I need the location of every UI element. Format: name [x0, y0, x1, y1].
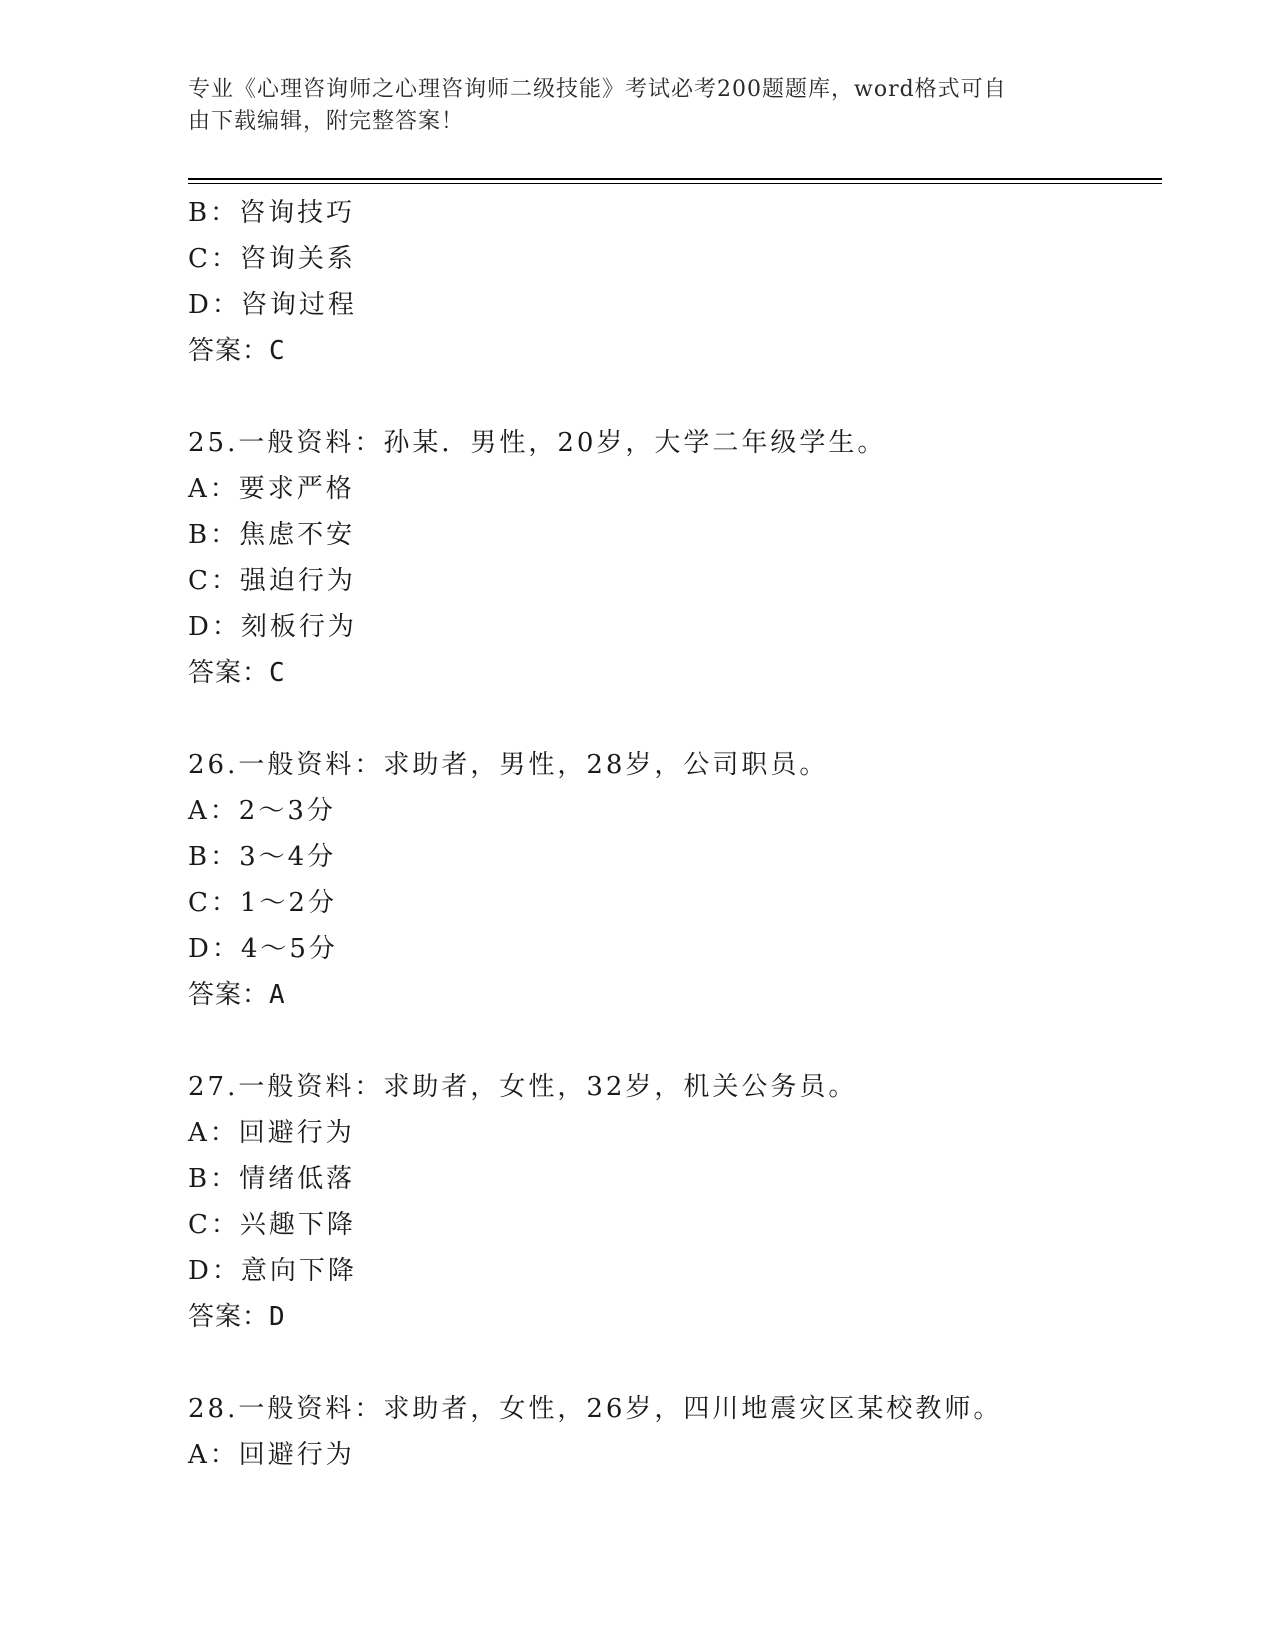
- option-line: B：情绪低落: [188, 1164, 356, 1194]
- question-stem: 25.一般资料：孙某．男性，20岁，大学二年级学生。: [188, 428, 887, 458]
- option-line: C：1～2分: [188, 888, 337, 918]
- spacer: [188, 696, 1162, 742]
- option-line: C：强迫行为: [188, 566, 356, 596]
- question-stem: 27.一般资料：求助者，女性，32岁，机关公务员。: [188, 1072, 858, 1102]
- spacer: [188, 1340, 1162, 1386]
- option-line: A：要求严格: [188, 474, 355, 504]
- spacer: [188, 1018, 1162, 1064]
- spacer: [188, 374, 1162, 420]
- answer-line: 答案：A: [188, 980, 286, 1010]
- page-header: [188, 74, 1088, 138]
- option-line: D：刻板行为: [188, 612, 357, 642]
- option-line: C：兴趣下降: [188, 1210, 356, 1240]
- option-line: A：回避行为: [188, 1118, 355, 1148]
- option-line: B：咨询技巧: [188, 198, 356, 228]
- question-stem: 28.一般资料：求助者，女性，26岁，四川地震灾区某校教师。: [188, 1394, 1003, 1424]
- question-list: [188, 190, 1162, 1478]
- header-rule-thick: [188, 178, 1162, 180]
- option-line: C：咨询关系: [188, 244, 356, 274]
- option-line: D：意向下降: [188, 1256, 357, 1286]
- header-line-1: 专业《心理咨询师之心理咨询师二级技能》考试必考200题题库，word格式可自: [188, 77, 1007, 102]
- question-stem: 26.一般资料：求助者，男性，28岁，公司职员。: [188, 750, 829, 780]
- answer-line: 答案：C: [188, 336, 286, 366]
- option-line: B：3～4分: [188, 842, 337, 872]
- answer-line: 答案：C: [188, 658, 286, 688]
- header-rule-thin: [188, 183, 1162, 184]
- option-line: D：咨询过程: [188, 290, 357, 320]
- option-line: A：2～3分: [188, 796, 336, 826]
- header-line-2: 由下载编辑，附完整答案！: [188, 109, 465, 134]
- answer-line: 答案：D: [188, 1302, 286, 1332]
- option-line: D：4～5分: [188, 934, 338, 964]
- option-line: A：回避行为: [188, 1440, 355, 1470]
- option-line: B：焦虑不安: [188, 520, 356, 550]
